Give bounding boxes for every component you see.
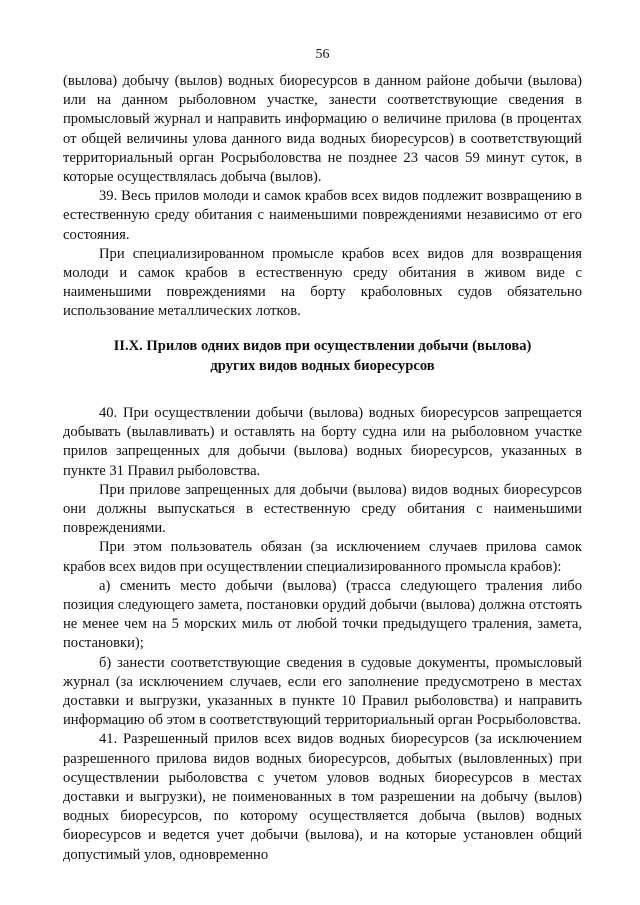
paragraph-subitem-a: а) сменить место добычи (вылова) (трасса следующего траления либо позиция следующего замета, постановки орудий добычи (вылова) должна отстоять не менее чем на 5 морских миль от любой точки предыдущего траления, замета, постановки); [63,577,582,652]
paragraph-user-obligations: При этом пользователь обязан (за исключением случаев прилова самок крабов всех видов при осуществлении специализированного промысла крабов): [63,539,582,575]
text-block-bottom [63,404,582,865]
paragraph-item-41: 41. Разрешенный прилов всех видов водных биоресурсов (за исключением разрешенного прилова видов водных биоресурсов, добытых (выловленных) при осуществлении рыболовства с учетом уловов водных биоресурсов в местах доставки и выгрузки), не поименованных в том разрешении на добычу (вылов) водных биоресурсов, по которому осуществляется добыча (вылов) водных биоресурсов и ведется учет добычи (вылова), и на которые установлен общий допустимый улов, одновременно [63,731,582,863]
paragraph-item-40: 40. При осуществлении добычи (вылова) водных биоресурсов запрещается добывать (вылавливать) и оставлять на борту судна или на рыболовном участке прилов запрещенных для добычи (вылова) водных биоресурсов, указанных в пункте 31 Правил рыболовства. [63,405,582,479]
paragraph-release-bycatch: При прилове запрещенных для добычи (вылова) видов водных биоресурсов они должны выпускаться в естественную среду обитания с наименьшими повреждениями. [63,481,582,537]
page-number: 56 [315,47,330,62]
text-block-top [63,72,582,322]
section-heading-line-2: других видов водных биоресурсов [210,357,435,374]
section-heading [63,337,582,376]
paragraph-crab-trays: При специализированном промысле крабов всех видов для возвращения молоди и самок крабов в естественную среду обитания в живом виде с наименьшими повреждениями на борту краболовных судов обязательно использование металлических лотков. [63,245,582,320]
paragraph-subitem-b: б) занести соответствующие сведения в судовые документы, промысловый журнал (за исключением случаев, если его заполнение предусмотрено в местах доставки и выгрузки, указанных в пункте 10 Правил рыболовства) и направить информацию об этом в соответствующий территориальный орган Росрыболовства. [63,654,582,729]
paragraph-continuation: (вылова) добычу (вылов) водных биоресурсов в данном районе добычи (вылова) или на данном рыболовном участке, занести соответствующие сведения в промысловый журнал и направить информацию о величине прилова (в процентах от общей величины улова данного вида водных биоресурсов) в соответствующий территориальный орган Росрыболовства не позднее 23 часов 59 минут суток, в которые осуществлялась добыча (вылов). [63,73,582,186]
paragraph-item-39: 39. Весь прилов молоди и самок крабов всех видов подлежит возвращению в естественную среду обитания с наименьшими повреждениями независимо от его состояния. [63,188,582,243]
section-heading-line-1: II.Х. Прилов одних видов при осуществлении добычи (вылова) [113,338,532,354]
document-page [63,0,582,905]
